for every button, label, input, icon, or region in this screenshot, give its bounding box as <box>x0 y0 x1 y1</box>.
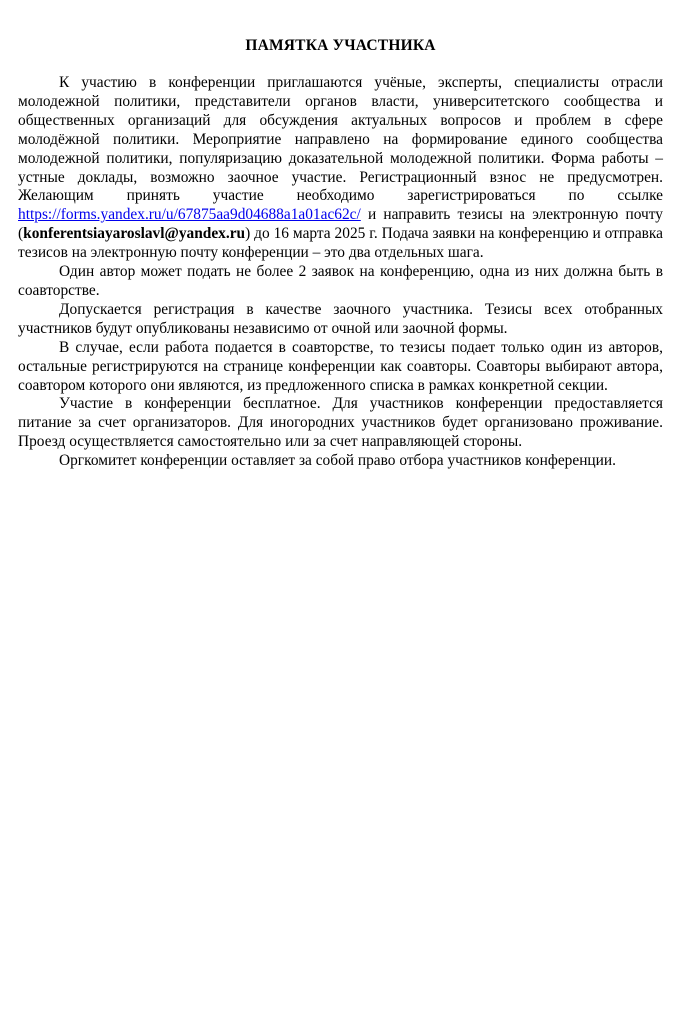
paragraph-participation-free: Участие в конференции бесплатное. Для участников конференции предоставляется питание за счет организаторов. Для иногородних участников будет организовано проживание. Проезд осуществляется самостоятельно или за счет направляющей стороны. <box>18 395 663 451</box>
contact-email: konferentsiayaroslavl@yandex.ru <box>23 225 246 243</box>
paragraph-invitation <box>18 74 663 263</box>
document-page <box>18 36 663 471</box>
paragraph-invitation-text-3: ) до 16 марта 2025 г. Подача заявки на конференцию и отправка тезисов на электронную почту конференции – это два отдельных шага. <box>18 225 663 262</box>
paragraph-remote-participation: Допускается регистрация в качестве заочного участника. Тезисы всех отобранных участников будут опубликованы независимо от очной или заочной формы. <box>18 300 663 337</box>
paragraph-invitation-text-1: К участию в конференции приглашаются учёные, эксперты, специалисты отрасли молодежной политики, представители органов власти, университетского сообщества и общественных организаций для обсуждения актуальных вопросов и проблем в сфере молодёжной политики. Мероприятие направлено на формирование единого сообщества молодежной политики, популяризацию доказательной молодежной политики. Форма работы – устные доклады, возможно заочное участие. Регистрационный взнос не предусмотрен. Желающим принять участие необходимо зарегистрироваться по ссылке <box>18 74 663 205</box>
registration-link[interactable]: https://forms.yandex.ru/u/67875aa9d04688a1a01ac62c/ <box>18 206 361 224</box>
paragraph-selection-right: Оргкомитет конференции оставляет за собой право отбора участников конференции. <box>59 452 616 470</box>
paragraph-invitation-text-2: и направить тезисы на электронную почту ( <box>18 206 663 243</box>
paragraph-coauthorship: В случае, если работа подается в соавторстве, то тезисы подает только один из авторов, остальные регистрируются на странице конференции как соавторы. Соавторы выбирают автора, соавтором которого они являются, из предложенного списка в рамках конкретной секции. <box>18 338 663 394</box>
page-title: ПАМЯТКА УЧАСТНИКА <box>245 37 436 54</box>
paragraph-application-limit: Один автор может подать не более 2 заявок на конференцию, одна из них должна быть в соавторстве. <box>18 263 663 299</box>
